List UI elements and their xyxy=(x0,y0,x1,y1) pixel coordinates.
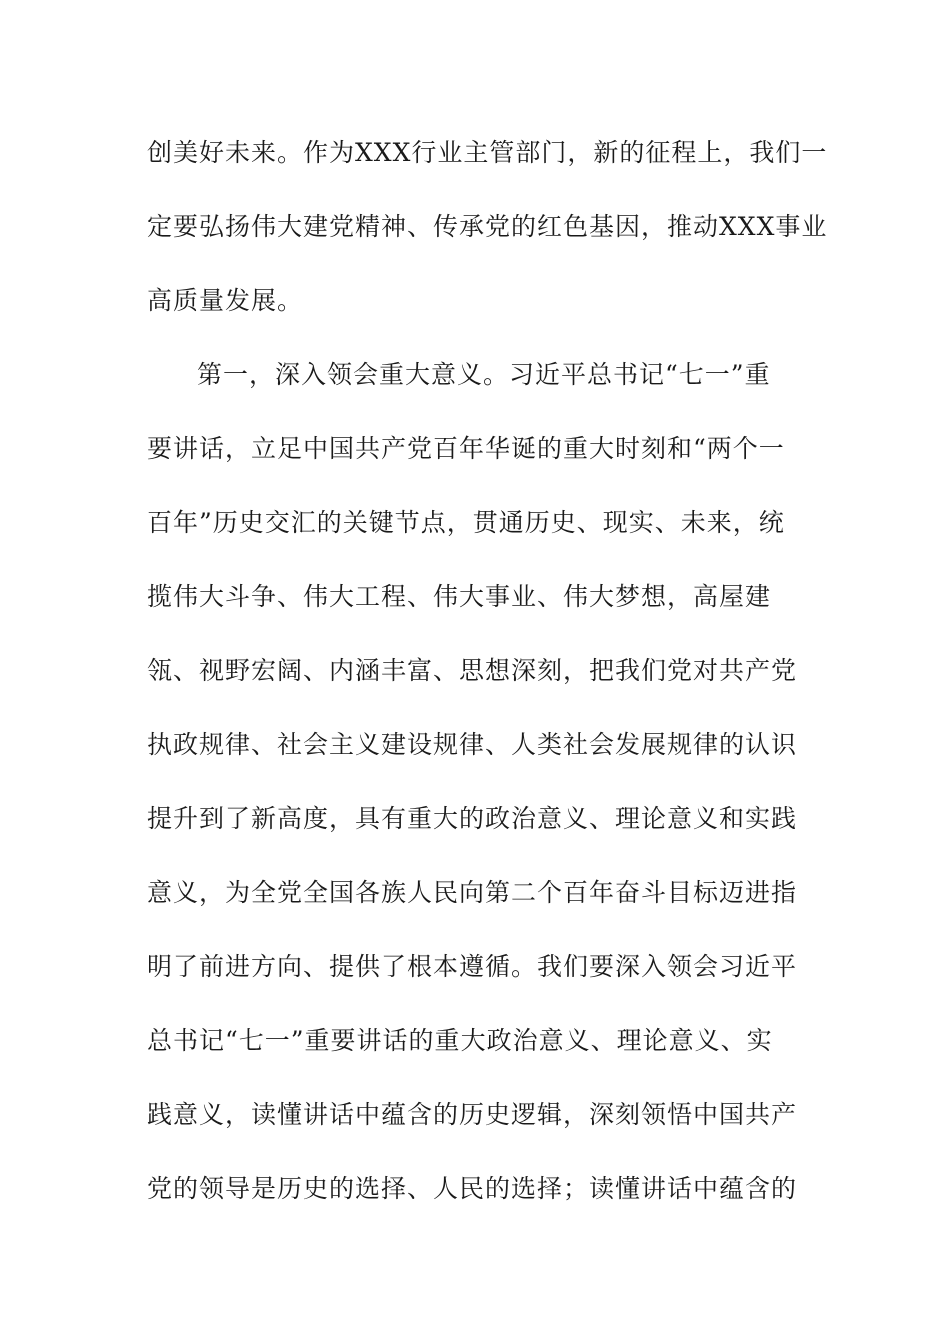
text-line: 定要弘扬伟大建党精神、传承党的红色基因，推动XXX事业 xyxy=(147,212,828,241)
text-line: 明了前进方向、提供了根本遵循。我们要深入领会习近平 xyxy=(147,952,798,981)
text-line: 创美好未来。作为XXX行业主管部门，新的征程上，我们一 xyxy=(147,138,828,167)
paragraph-first-line: 第一，深入领会重大意义。习近平总书记“七一”重 xyxy=(197,360,771,389)
text-line: 党的领导是历史的选择、人民的选择；读懂讲话中蕴含的 xyxy=(147,1174,798,1203)
text-line: 践意义，读懂讲话中蕴含的历史逻辑，深刻领悟中国共产 xyxy=(147,1100,798,1129)
text-line: 总书记“七一”重要讲话的重大政治意义、理论意义、实 xyxy=(147,1026,773,1055)
body-text xyxy=(147,128,828,1238)
text-line: 高质量发展。 xyxy=(147,286,304,315)
text-line: 揽伟大斗争、伟大工程、伟大事业、伟大梦想，高屋建 xyxy=(147,582,772,611)
text-line: 执政规律、社会主义建设规律、人类社会发展规律的认识 xyxy=(147,730,798,759)
text-line: 瓴、视野宏阔、内涵丰富、思想深刻，把我们党对共产党 xyxy=(147,656,798,685)
text-line: 百年”历史交汇的关键节点，贯通历史、现实、未来，统 xyxy=(147,508,785,537)
text-line: 提升到了新高度，具有重大的政治意义、理论意义和实践 xyxy=(147,804,798,833)
text-line: 要讲话，立足中国共产党百年华诞的重大时刻和“两个一 xyxy=(147,434,785,463)
text-line: 意义，为全党全国各族人民向第二个百年奋斗目标迈进指 xyxy=(147,878,798,907)
